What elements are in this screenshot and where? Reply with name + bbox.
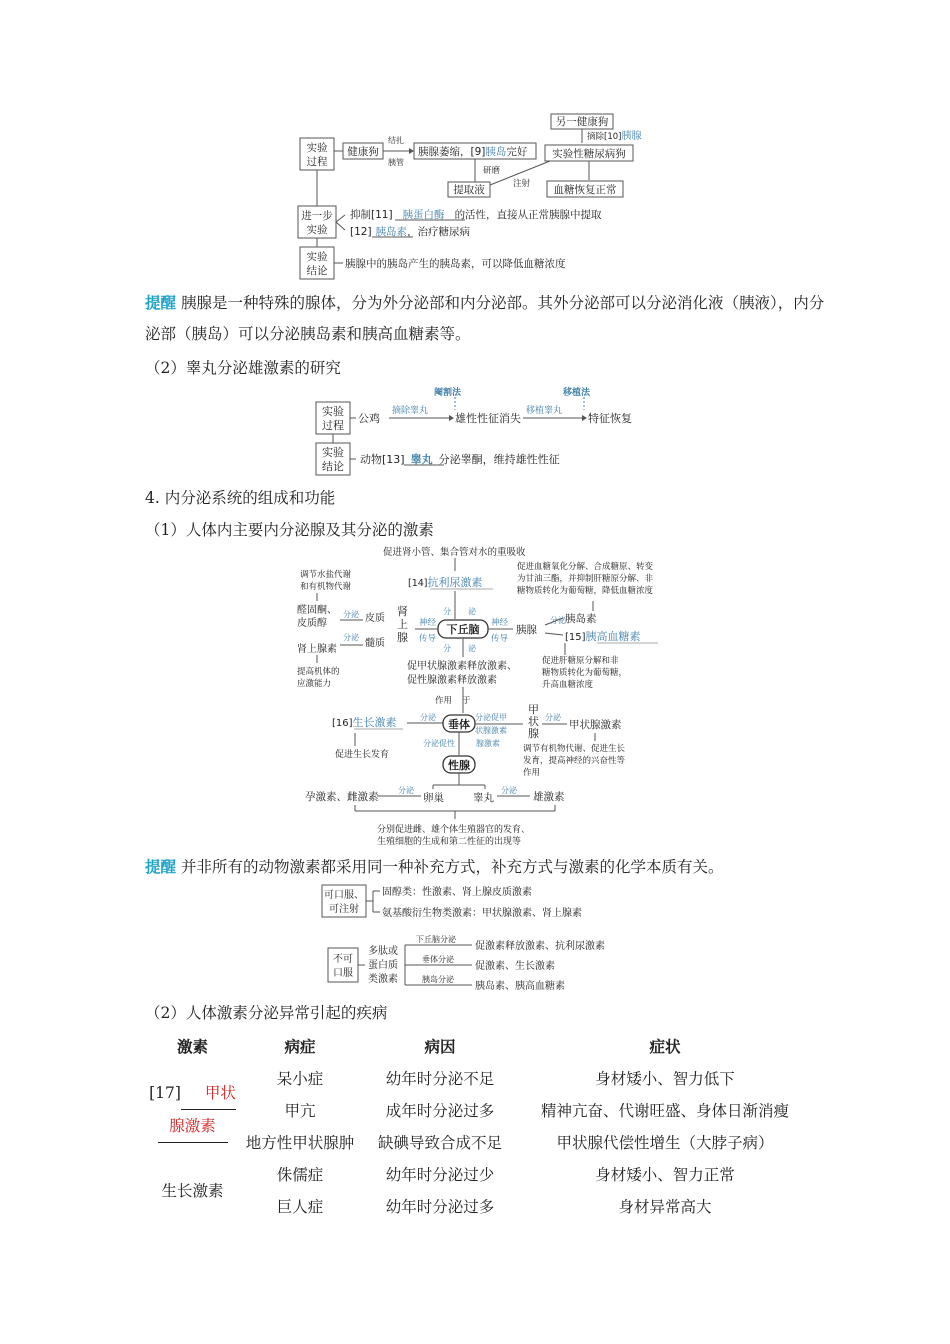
svg-text:泌: 泌 xyxy=(468,644,476,653)
table-row: 生长激素 侏儒症 幼年时分泌过少 身材矮小、智力正常 xyxy=(145,1158,810,1190)
male-lost: 雄性性征消失 xyxy=(455,412,521,425)
islet-hormones: 胰岛素、胰高血糖素 xyxy=(475,981,565,992)
table-row: 甲亢 成年时分泌过多 精神亢奋、代谢旺盛、身体日渐消瘦 xyxy=(284,1102,789,1120)
svg-text:分泌: 分泌 xyxy=(501,786,517,795)
svg-text:分泌: 分泌 xyxy=(420,713,436,722)
conclusion-text: 胰腺中的胰岛产生的胰岛素，可以降低血糖浓度 xyxy=(345,258,566,270)
svg-text:进一步: 进一步 xyxy=(301,210,333,222)
tip2-text: 并非所有的动物激素都采用同一种补充方式，补充方式与激素的化学本质有关。 xyxy=(180,858,724,876)
svg-text:分: 分 xyxy=(443,607,451,616)
svg-text:可口服、: 可口服、 xyxy=(324,890,364,901)
svg-text:调节有机物代谢、促进生长发育，提高神经的兴奋性等作用: 调节有机物代谢、促进生长发育，提高神经的兴奋性等作用 xyxy=(523,744,626,778)
svg-text:提高机体的应激能力: 提高机体的应激能力 xyxy=(297,667,340,689)
svg-text:[14]抗利尿激素: [14]抗利尿激素 xyxy=(408,576,483,589)
transplant-method: 移植法 xyxy=(563,388,591,398)
box-process-line1: 实验 xyxy=(306,142,328,154)
svg-text:垂体分泌: 垂体分泌 xyxy=(422,955,454,964)
thyroid: 甲状腺 xyxy=(528,703,539,740)
figure-insulin-experiment xyxy=(295,110,665,280)
box-process-line2: 过程 xyxy=(306,156,328,168)
header-cause: 病因 xyxy=(424,1038,456,1056)
extract-label: 提取液 xyxy=(453,184,485,196)
table-row: [17] 甲状 腺激素 呆小症 幼年时分泌不足 身材矮小、智力低下 xyxy=(145,1062,810,1094)
svg-text:泌: 泌 xyxy=(468,607,476,616)
steroid: 固醇类：性激素、肾上腺皮质激素 xyxy=(382,887,532,898)
thyroxine: 甲状腺激素 xyxy=(569,719,622,731)
svg-text:分泌: 分泌 xyxy=(343,610,359,619)
gonad: 性腺 xyxy=(448,759,470,772)
svg-text:口服: 口服 xyxy=(333,968,353,979)
svg-text:动物[13]睾丸分泌睾酮，维持雄性性征: 动物[13] 睾丸 分泌睾酮，维持雄性性征 xyxy=(360,453,560,466)
svg-text:胰管: 胰管 xyxy=(388,158,404,167)
svg-text:结论: 结论 xyxy=(306,265,328,277)
hormone-cell-17: [17] 甲状 腺激素 xyxy=(145,1062,240,1158)
svg-text:状腺激素: 状腺激素 xyxy=(475,726,507,735)
svg-text:可注射: 可注射 xyxy=(329,904,359,915)
pituitary: 垂体 xyxy=(448,718,470,731)
svg-text:睾丸: 睾丸 xyxy=(473,792,494,804)
another-dog: 另一健康狗 xyxy=(555,116,609,128)
diabetic-dog: 实验性糖尿病狗 xyxy=(552,148,626,160)
dog1-label: 健康狗 xyxy=(347,146,379,158)
heading-testis-research: （2）睾丸分泌雄激素的研究 xyxy=(145,359,341,377)
svg-text:注射: 注射 xyxy=(513,179,531,189)
rooster: 公鸡 xyxy=(358,412,380,425)
svg-text:促性腺激素释放激素: 促性腺激素释放激素 xyxy=(407,675,497,686)
svg-text:神经: 神经 xyxy=(491,618,509,628)
header-hormone: 激素 xyxy=(176,1038,208,1056)
svg-text:卵巢: 卵巢 xyxy=(423,792,444,804)
svg-text:神经: 神经 xyxy=(419,618,437,628)
svg-text:髓质: 髓质 xyxy=(365,638,385,649)
tip-supplement xyxy=(145,851,825,883)
insulin: 胰岛素 xyxy=(565,613,597,625)
svg-text:传导: 传导 xyxy=(491,634,509,644)
svg-text:雄激素: 雄激素 xyxy=(533,791,565,803)
svg-text:实验: 实验 xyxy=(322,446,344,459)
svg-text:摘除[10]胰腺: 摘除[10]胰腺 xyxy=(587,131,642,142)
note-glucose: 促进血糖氧化分解、合成糖原、转变为甘油三酯，并抑制肝糖原分解、非糖物质转化为葡萄糖，降低血糖浓度 xyxy=(517,562,654,596)
svg-text:分泌促性: 分泌促性 xyxy=(423,739,455,748)
svg-text:实验: 实验 xyxy=(306,224,328,236)
svg-text:传导: 传导 xyxy=(419,634,437,644)
tip-label: 提醒 xyxy=(145,293,177,312)
tip2-label: 提醒 xyxy=(145,857,177,876)
atrophy-text: 胰腺萎缩，[9]胰岛完好 xyxy=(418,146,528,158)
svg-text:促进生长发育: 促进生长发育 xyxy=(335,750,390,760)
aldosterone: 醛固酮、皮质醇 xyxy=(297,605,337,629)
svg-text:胰岛分泌: 胰岛分泌 xyxy=(422,975,454,984)
svg-text:多肽或蛋白质类激素: 多肽或蛋白质类激素 xyxy=(368,946,398,985)
svg-text:促甲状腺激素释放激素、: 促甲状腺激素释放激素、 xyxy=(407,661,517,672)
header-disease: 病症 xyxy=(284,1038,316,1056)
svg-text:下丘脑分泌: 下丘脑分泌 xyxy=(416,935,456,944)
svg-text:移植睾丸: 移植睾丸 xyxy=(526,406,563,416)
svg-text:结论: 结论 xyxy=(322,460,344,473)
table-row: 地方性甲状腺肿 缺碘导致合成不足 甲状腺代偿性增生（大脖子病） xyxy=(245,1134,774,1152)
svg-text:分泌: 分泌 xyxy=(343,633,359,642)
tip-text: 胰腺是一种特殊的腺体，分为外分泌部和内分泌部。其外分泌部可以分泌消化液（胰液），内分泌部（胰岛）可以分泌胰岛素和胰高血糖素等。 xyxy=(145,294,825,343)
recovered: 特征恢复 xyxy=(588,412,632,425)
svg-text:分泌: 分泌 xyxy=(545,713,561,722)
hormone-cell-growth: 生长激素 xyxy=(161,1182,224,1200)
figure-testis-experiment xyxy=(312,385,642,477)
header-symptom: 症状 xyxy=(649,1038,681,1056)
svg-text:分: 分 xyxy=(443,644,451,653)
svg-text:促进肝糖原分解和非糖物质转化为葡萄糖，升高血糖浓度: 促进肝糖原分解和非糖物质转化为葡萄糖，升高血糖浓度 xyxy=(542,656,628,690)
disease-table xyxy=(145,1030,810,1222)
svg-text:分泌: 分泌 xyxy=(398,786,414,795)
note-water: 促进肾小管、集合管对水的重吸收 xyxy=(383,547,526,558)
recover-label: 血糖恢复正常 xyxy=(553,184,617,196)
svg-text:皮质: 皮质 xyxy=(365,613,385,624)
castration-method: 阉割法 xyxy=(434,388,462,398)
svg-text:[15]胰高血糖素: [15]胰高血糖素 xyxy=(565,630,641,643)
svg-text:分泌促甲: 分泌促甲 xyxy=(475,713,507,722)
svg-text:作用于: 作用 于 xyxy=(435,696,471,706)
svg-text:孕激素、雌激素: 孕激素、雌激素 xyxy=(305,791,379,803)
table-row: 巨人症 幼年时分泌过多 身材异常高大 xyxy=(276,1198,712,1216)
tip-pancreas xyxy=(145,287,825,350)
table-header xyxy=(145,1030,810,1062)
heading-diseases: （2）人体激素分泌异常引起的疾病 xyxy=(145,1004,388,1022)
item12-line: [12] 胰岛素，治疗糖尿病 xyxy=(350,226,471,238)
heading-endocrine: 4. 内分泌系统的组成和功能 xyxy=(145,489,336,507)
figure-endocrine-glands xyxy=(295,543,665,853)
pancreas: 胰腺 xyxy=(516,624,537,636)
svg-text:过程: 过程 xyxy=(322,419,344,432)
svg-text:分别促进雌、雄个体生殖器官的发育、生殖细胞的生成和第二性征的: 分别促进雌、雄个体生殖器官的发育、生殖细胞的生成和第二性征的出现等 xyxy=(377,825,531,847)
heading-glands: （1）人体内主要内分泌腺及其分泌的激素 xyxy=(145,521,434,539)
svg-text:[16]生长激素: [16]生长激素 xyxy=(332,716,397,729)
inhibit-line: 抑制[11] 胰蛋白酶 的活性，直接从正常胰腺中提取 xyxy=(350,209,602,221)
pit-hormones: 促激素、生长激素 xyxy=(475,961,555,972)
svg-text:实验: 实验 xyxy=(322,405,344,418)
amino: 氨基酸衍生物类激素：甲状腺激素、肾上腺素 xyxy=(382,908,582,919)
svg-text:不可: 不可 xyxy=(333,954,353,965)
svg-text:分泌: 分泌 xyxy=(550,616,566,625)
svg-text:研磨: 研磨 xyxy=(483,166,501,176)
svg-text:结扎: 结扎 xyxy=(388,136,404,145)
hypothalamus: 下丘脑 xyxy=(446,623,480,636)
svg-text:实验: 实验 xyxy=(306,251,328,263)
svg-text:腺激素: 腺激素 xyxy=(476,739,500,748)
figure-supplement-methods xyxy=(318,882,648,994)
adrenal-gland: 肾上腺 xyxy=(397,605,408,644)
hypo-hormones: 促激素释放激素、抗利尿激素 xyxy=(475,941,605,952)
note-salt: 调节水盐代谢和有机物代谢 xyxy=(300,570,352,592)
svg-text:摘除睾丸: 摘除睾丸 xyxy=(392,406,429,416)
svg-text:肾上腺素: 肾上腺素 xyxy=(297,644,337,655)
